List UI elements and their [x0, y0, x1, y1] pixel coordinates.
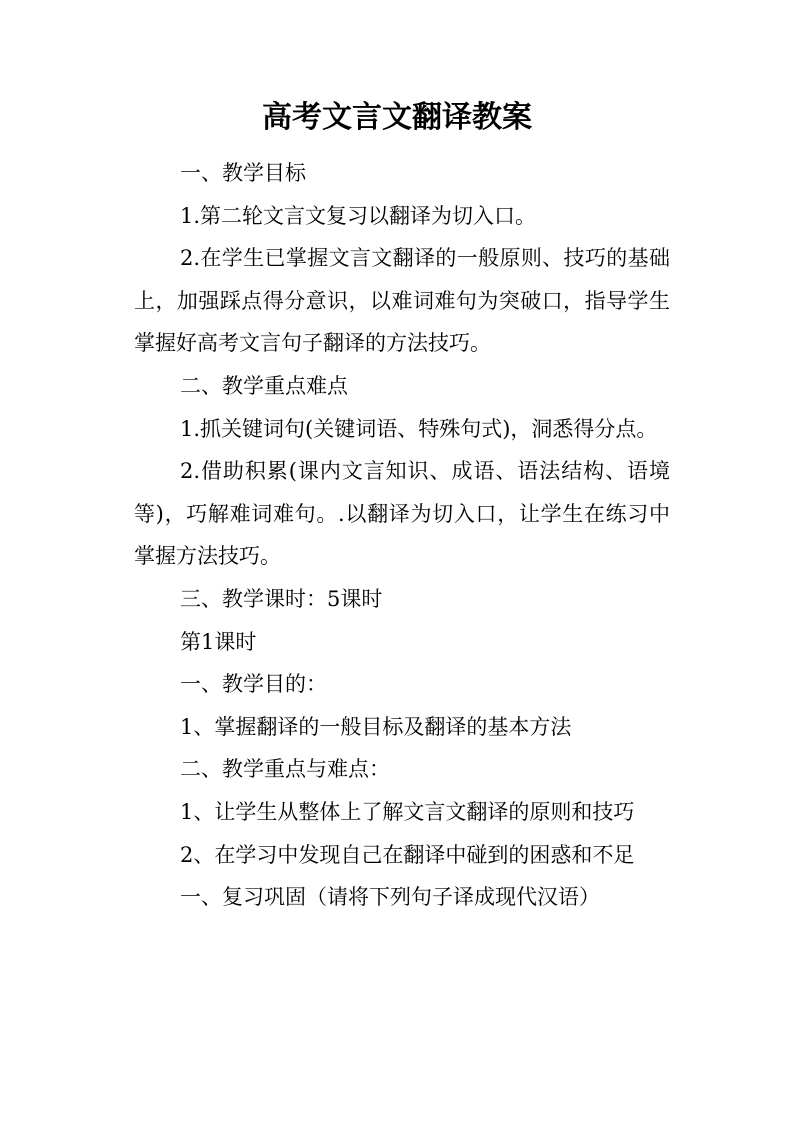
key-point-item-2: 2、在学习中发现自己在翻译中碰到的困惑和不足 — [180, 842, 635, 867]
heading-class-hours: 三、教学课时：5课时 — [180, 586, 383, 611]
heading-lesson-key-points: 二、教学重点与难点： — [180, 757, 390, 782]
heading-lesson-purpose: 一、教学目的： — [180, 672, 327, 697]
heading-teaching-goals: 一、教学目标 — [180, 161, 306, 185]
document-title: 高考文言文翻译教案 — [262, 100, 532, 135]
goal-item-1: 1.第二轮文言文复习以翻译为切入口。 — [180, 203, 537, 228]
heading-key-difficulties: 二、教学重点难点 — [180, 373, 348, 398]
key-point-item-1: 1、让学生从整体上了解文言文翻译的原则和技巧 — [180, 799, 635, 824]
difficulty-item-1: 1.抓关键词句(关键词语、特殊句式)，洞悉得分点。 — [180, 416, 658, 441]
lesson-1-heading: 第1课时 — [180, 629, 257, 654]
purpose-item-1: 1、掌握翻译的一般目标及翻译的基本方法 — [180, 714, 572, 739]
difficulty-item-2: 2.借助积累(课内文言知识、成语、语法结构、语境等)，巧解难词难句。.以翻译为切入口，让学生在练习中掌握方法技巧。 — [134, 459, 670, 569]
heading-review: 一、复习巩固（请将下列句子译成现代汉语） — [180, 885, 600, 910]
goal-item-2: 2.在学生已掌握文言文翻译的一般原则、技巧的基础上，加强踩点得分意识，以难词难句为突破口，指导学生掌握好高考文言句子翻译的方法技巧。 — [134, 246, 670, 356]
document-body — [134, 152, 670, 919]
